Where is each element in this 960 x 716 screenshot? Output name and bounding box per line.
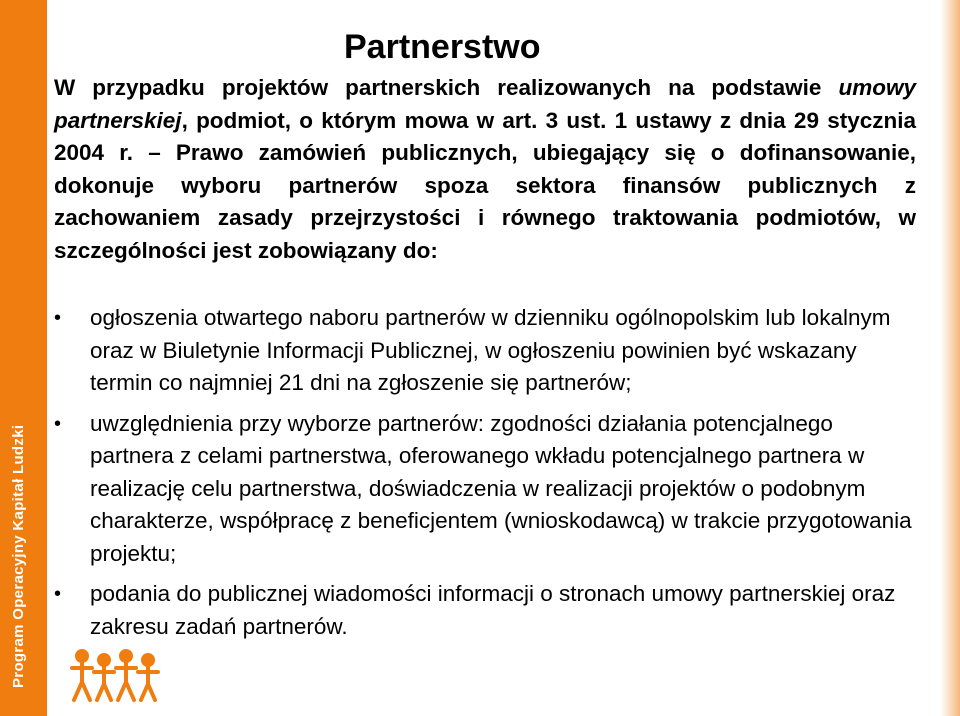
- bullet-dot-icon: •: [54, 307, 62, 329]
- bullet-dot-icon: •: [54, 412, 62, 435]
- bullet-text: podania do publicznej wiadomości informacji o stronach umowy partnerskiej oraz zakresu zadań partnerów.: [90, 581, 896, 639]
- bullet-item: [54, 302, 916, 400]
- program-name-vertical: Program Operacyjny Kapitał Ludzki: [10, 424, 27, 688]
- left-sidebar-band: [0, 0, 47, 716]
- intro-paragraph: [54, 72, 916, 267]
- right-edge-gradient: [940, 0, 960, 716]
- bullet-dot-icon: •: [54, 583, 62, 605]
- bullet-item: [54, 578, 916, 643]
- intro-text-part2: , podmiot, o którym mowa w art. 3 ust. 1 ustawy z dnia 29 stycznia 2004 r. – Prawo zamówień publicznych, ubiegający się o dofinansowanie, dokonuje wyboru partnerów spoza sektora finansów publicznych z zachowaniem zasady przejrzystości i równego traktowania podmiotów, w szczególności jest zobowiązany do:: [54, 107, 916, 263]
- slide-title: Partnerstwo: [344, 28, 541, 66]
- intro-italic-text: umowy partnerskiej: [54, 75, 916, 133]
- bullet-text: ogłoszenia otwartego naboru partnerów w dzienniku ogólnopolskim lub lokalnym oraz w Biuletynie Informacji Publicznej, w ogłoszeniu powinien być wskazany termin co najmniej 21 dni na zgłoszenie się partnerów;: [90, 305, 891, 395]
- bullet-list: [54, 302, 916, 651]
- intro-text-part1: W przypadku projektów partnerskich realizowanych na podstawie: [54, 75, 839, 100]
- bullet-item: [54, 408, 916, 571]
- human-figures-logo: [70, 646, 160, 706]
- bullet-text: uwzględnienia przy wyborze partnerów: zgodności działania potencjalnego partnera z celami partnerstwa, oferowanego wkładu potencjalnego partnera w realizację celu partnerstwa, doświadczenia w realizacji projektów o podobnym charakterze, współpracę z beneficjentem (wnioskodawcą) w trakcie przygotowania projektu;: [90, 410, 912, 566]
